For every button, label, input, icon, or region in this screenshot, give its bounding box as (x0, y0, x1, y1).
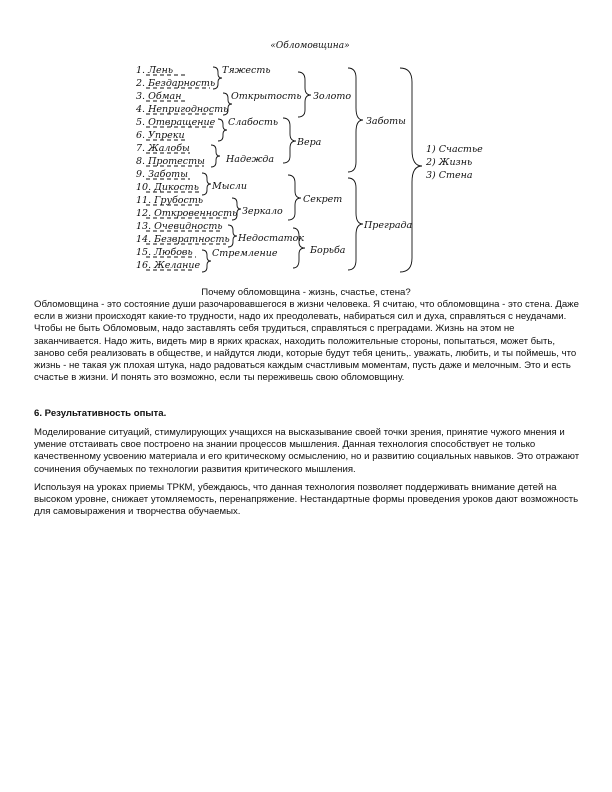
level3-label: Заботы (366, 116, 406, 127)
diagram-list (135, 65, 237, 271)
level1-label: Слабость (228, 117, 279, 128)
result-item: 1) Счастье (426, 144, 483, 155)
list-item: 12. Откровенность (136, 208, 238, 219)
body-paragraph-1 (34, 299, 582, 384)
diagram-caption: Почему обломовщина - жизнь, счастье, стена? (201, 287, 411, 298)
level1-label: Стремление (212, 248, 278, 259)
level1-label: Мысли (212, 181, 247, 192)
level1-labels (211, 65, 304, 259)
list-item: 8. Протесты (136, 156, 205, 167)
level1-label: Открытость (231, 91, 302, 102)
list-item: 7. Жалобы (136, 143, 190, 154)
list-item: 14. Безвратность (136, 234, 230, 245)
list-item: 10. Дикость (136, 182, 199, 193)
level1-label: Недостаток (238, 233, 305, 244)
level1-label: Надежда (226, 154, 275, 165)
list-item: 5. Отвращение (136, 117, 216, 128)
level2-label: Золото (313, 91, 352, 102)
list-item: 4. Непригодность (136, 104, 229, 115)
diagram-title: «Обломовщина» (270, 41, 350, 51)
list-item: 2. Бездарность (136, 78, 216, 89)
section-heading: 6. Результативность опыта. (34, 408, 167, 419)
level2-label: Вера (297, 137, 322, 148)
level3-label: Преграда (364, 220, 413, 231)
body-paragraph-2 (34, 427, 582, 476)
list-item: 3. Обман (136, 91, 182, 102)
body-paragraph-3 (34, 482, 582, 519)
level1-label: Зеркало (242, 206, 283, 217)
list-item: 9. Заботы (136, 169, 188, 180)
list-item: 11. Грубость (136, 195, 204, 206)
list-item: 15. Любовь (136, 247, 193, 258)
level3-labels (363, 116, 413, 231)
level2-labels (296, 91, 351, 256)
paragraph-text: Используя на уроках приемы ТРКМ, убеждаюсь, что данная технология позволяет поддерживать внимание детей на высоком уровне, снижает утомляемость, перенапряжение. Нестандартные формы проведения уроков дают возможность для самовыражения и творчества обучаемых. (34, 482, 579, 518)
final-brace (400, 68, 422, 272)
list-item: 6. Упреки (136, 130, 185, 141)
result-item: 3) Стена (426, 170, 473, 181)
list-item: 1. Лень (136, 65, 174, 76)
result-item: 2) Жизнь (426, 157, 473, 168)
list-item: 16. Желание (136, 260, 201, 271)
level2-label: Секрет (303, 194, 343, 205)
level1-label: Тяжесть (222, 65, 271, 76)
oblomovshchina-diagram (0, 0, 612, 290)
list-item: 13. Очевидность (136, 221, 223, 232)
results (425, 144, 483, 181)
paragraph-text: Моделирование ситуаций, стимулирующих учащихся на высказывание своей точки зрения, принятие чужого мнения и умение отстаивать свое построено на знании процессов мышления. Данная технология способствует не только качественному усвоению материала и его критическому осмыслению, но и развитию социальных навыков. Это отражают сочинения обучаемых по технологии развития критического мышления. (34, 427, 580, 475)
paragraph-text: Обломовщина - это состояние души разочаровавшегося в жизни человека. Я считаю, что обломовщина - это стена. Даже если в жизни происходят какие-то трудности, надо их преодолевать, набираться сил и духа, справляться с неудачами. Чтобы не быть Обломовым, надо заставлять себя трудиться, справляться с преградами. Жизнь на этом не заканчивается. Надо жить, видеть мир в ярких красках, находить положительные стороны, попытаться, может быть, заново себя реализовать в обществе, и найдутся люди, которые будут тебя ценить,. уважать, любить, и ты поймешь, что жизнь - не такая уж плохая штука, надо радоваться каждым счастливым моментам, пусть даже и мелочным. Это и есть счастье в жизни. И понять это возможно, если ты переживешь свою обломовщину. (34, 299, 579, 384)
level2-label: Борьба (310, 245, 346, 256)
